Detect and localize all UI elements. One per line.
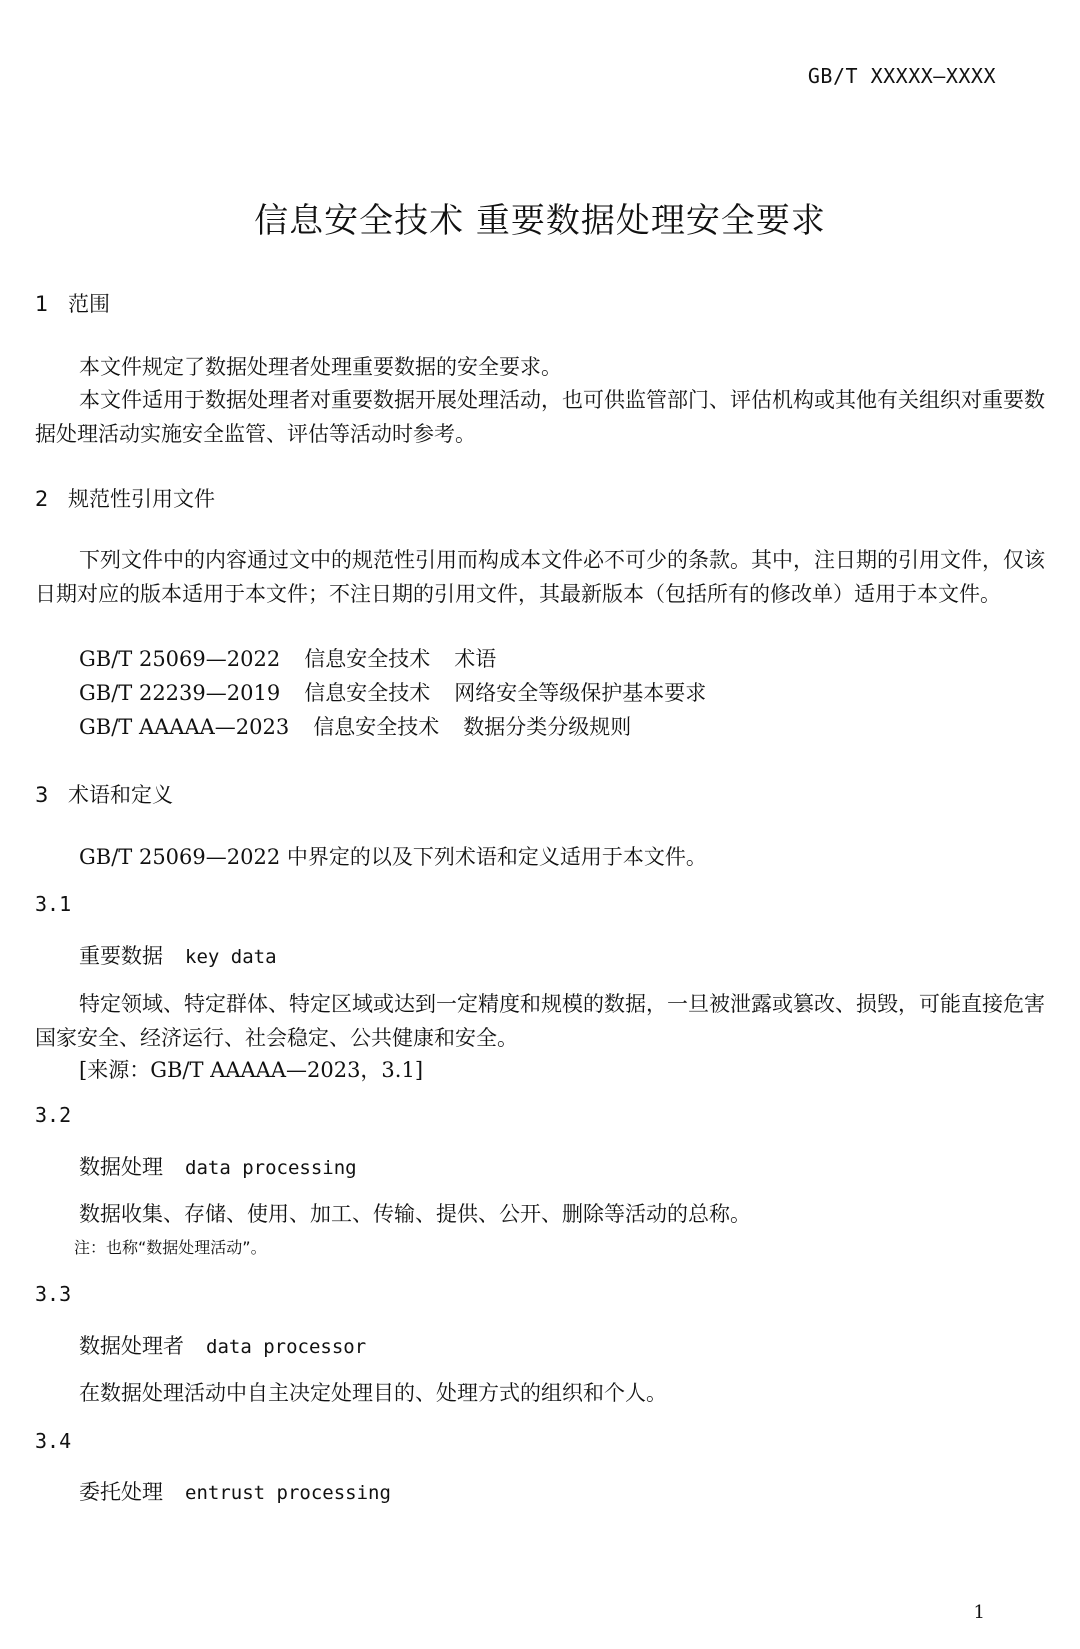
paragraph-text: GB/T 25069—2022 中界定的以及下列术语和定义适用于本文件。: [79, 845, 707, 869]
term-zh: 数据处理者: [79, 1334, 184, 1358]
section-1-paragraph-2: [35, 383, 1063, 451]
section-2-heading: [35, 483, 215, 513]
section-number: 1: [35, 292, 49, 316]
term-definition: [35, 1197, 1063, 1231]
definition-text: 在数据处理活动中自主决定处理目的、处理方式的组织和个人。: [79, 1381, 667, 1405]
section-1-heading: [35, 288, 110, 318]
term-zh: 数据处理: [79, 1155, 163, 1179]
term-en: key data: [185, 946, 277, 968]
term-heading: [79, 940, 277, 970]
term-en: data processing: [185, 1157, 357, 1179]
term-note: 注：也称“数据处理活动”。: [74, 1238, 267, 1257]
term-zh: 委托处理: [79, 1480, 163, 1504]
definition-text: 数据收集、存储、使用、加工、传输、提供、公开、删除等活动的总称。: [79, 1202, 751, 1226]
reference-subtitle: 数据分类分级规则: [463, 715, 632, 739]
term-number: 3.1: [35, 892, 72, 916]
reference-code: GB/T 25069—2022: [79, 647, 281, 671]
section-3-paragraph-1: [35, 840, 1063, 874]
section-number: 3: [35, 783, 49, 807]
reference-item: [79, 642, 496, 676]
reference-item: [79, 676, 706, 710]
page-number: 1: [973, 1602, 985, 1623]
reference-code: GB/T AAAAA—2023: [79, 715, 290, 739]
reference-title: 信息安全技术: [313, 715, 440, 739]
term-en: data processor: [206, 1336, 367, 1358]
term-en: entrust processing: [185, 1482, 391, 1504]
paragraph-text: 本文件适用于数据处理者对重要数据开展处理活动，也可供监管部门、评估机构或其他有关组织对重要数据处理活动实施安全监管、评估等活动时参考。: [35, 388, 1045, 446]
reference-subtitle: 网络安全等级保护基本要求: [454, 681, 707, 705]
reference-title: 信息安全技术: [304, 647, 431, 671]
paragraph-text: 本文件规定了数据处理者处理重要数据的安全要求。: [79, 355, 562, 379]
term-number: 3.2: [35, 1103, 72, 1127]
definition-text: 特定领域、特定群体、特定区域或达到一定精度和规模的数据，一旦被泄露或篡改、损毁，可能直接危害国家安全、经济运行、社会稳定、公共健康和安全。: [35, 992, 1045, 1050]
document-title: 信息安全技术 重要数据处理安全要求: [254, 201, 826, 241]
term-heading: [79, 1476, 391, 1506]
paragraph-text: 下列文件中的内容通过文中的规范性引用而构成本文件必不可少的条款。其中，注日期的引用文件，仅该日期对应的版本适用于本文件；不注日期的引用文件，其最新版本（包括所有的修改单）适用于本文件。: [35, 548, 1045, 606]
term-heading: [79, 1330, 366, 1360]
term-number: 3.4: [35, 1429, 72, 1453]
section-title: 术语和定义: [68, 783, 173, 807]
term-source: [来源：GB/T AAAAA—2023，3.1]: [79, 1058, 424, 1082]
term-number: 3.3: [35, 1282, 72, 1306]
term-definition: [35, 987, 1063, 1055]
term-zh: 重要数据: [79, 944, 163, 968]
reference-item: [79, 710, 631, 744]
section-title: 规范性引用文件: [68, 487, 215, 511]
term-heading: [79, 1151, 357, 1181]
term-definition: [35, 1376, 1063, 1410]
reference-subtitle: 术语: [454, 647, 497, 671]
reference-code: GB/T 22239—2019: [79, 681, 281, 705]
standard-number: GB/T XXXXX—XXXX: [807, 64, 996, 88]
section-1-paragraph-1: [35, 350, 1063, 384]
section-3-heading: [35, 779, 173, 809]
section-number: 2: [35, 487, 49, 511]
reference-title: 信息安全技术: [304, 681, 431, 705]
section-title: 范围: [68, 292, 110, 316]
section-2-paragraph-1: [35, 543, 1063, 611]
